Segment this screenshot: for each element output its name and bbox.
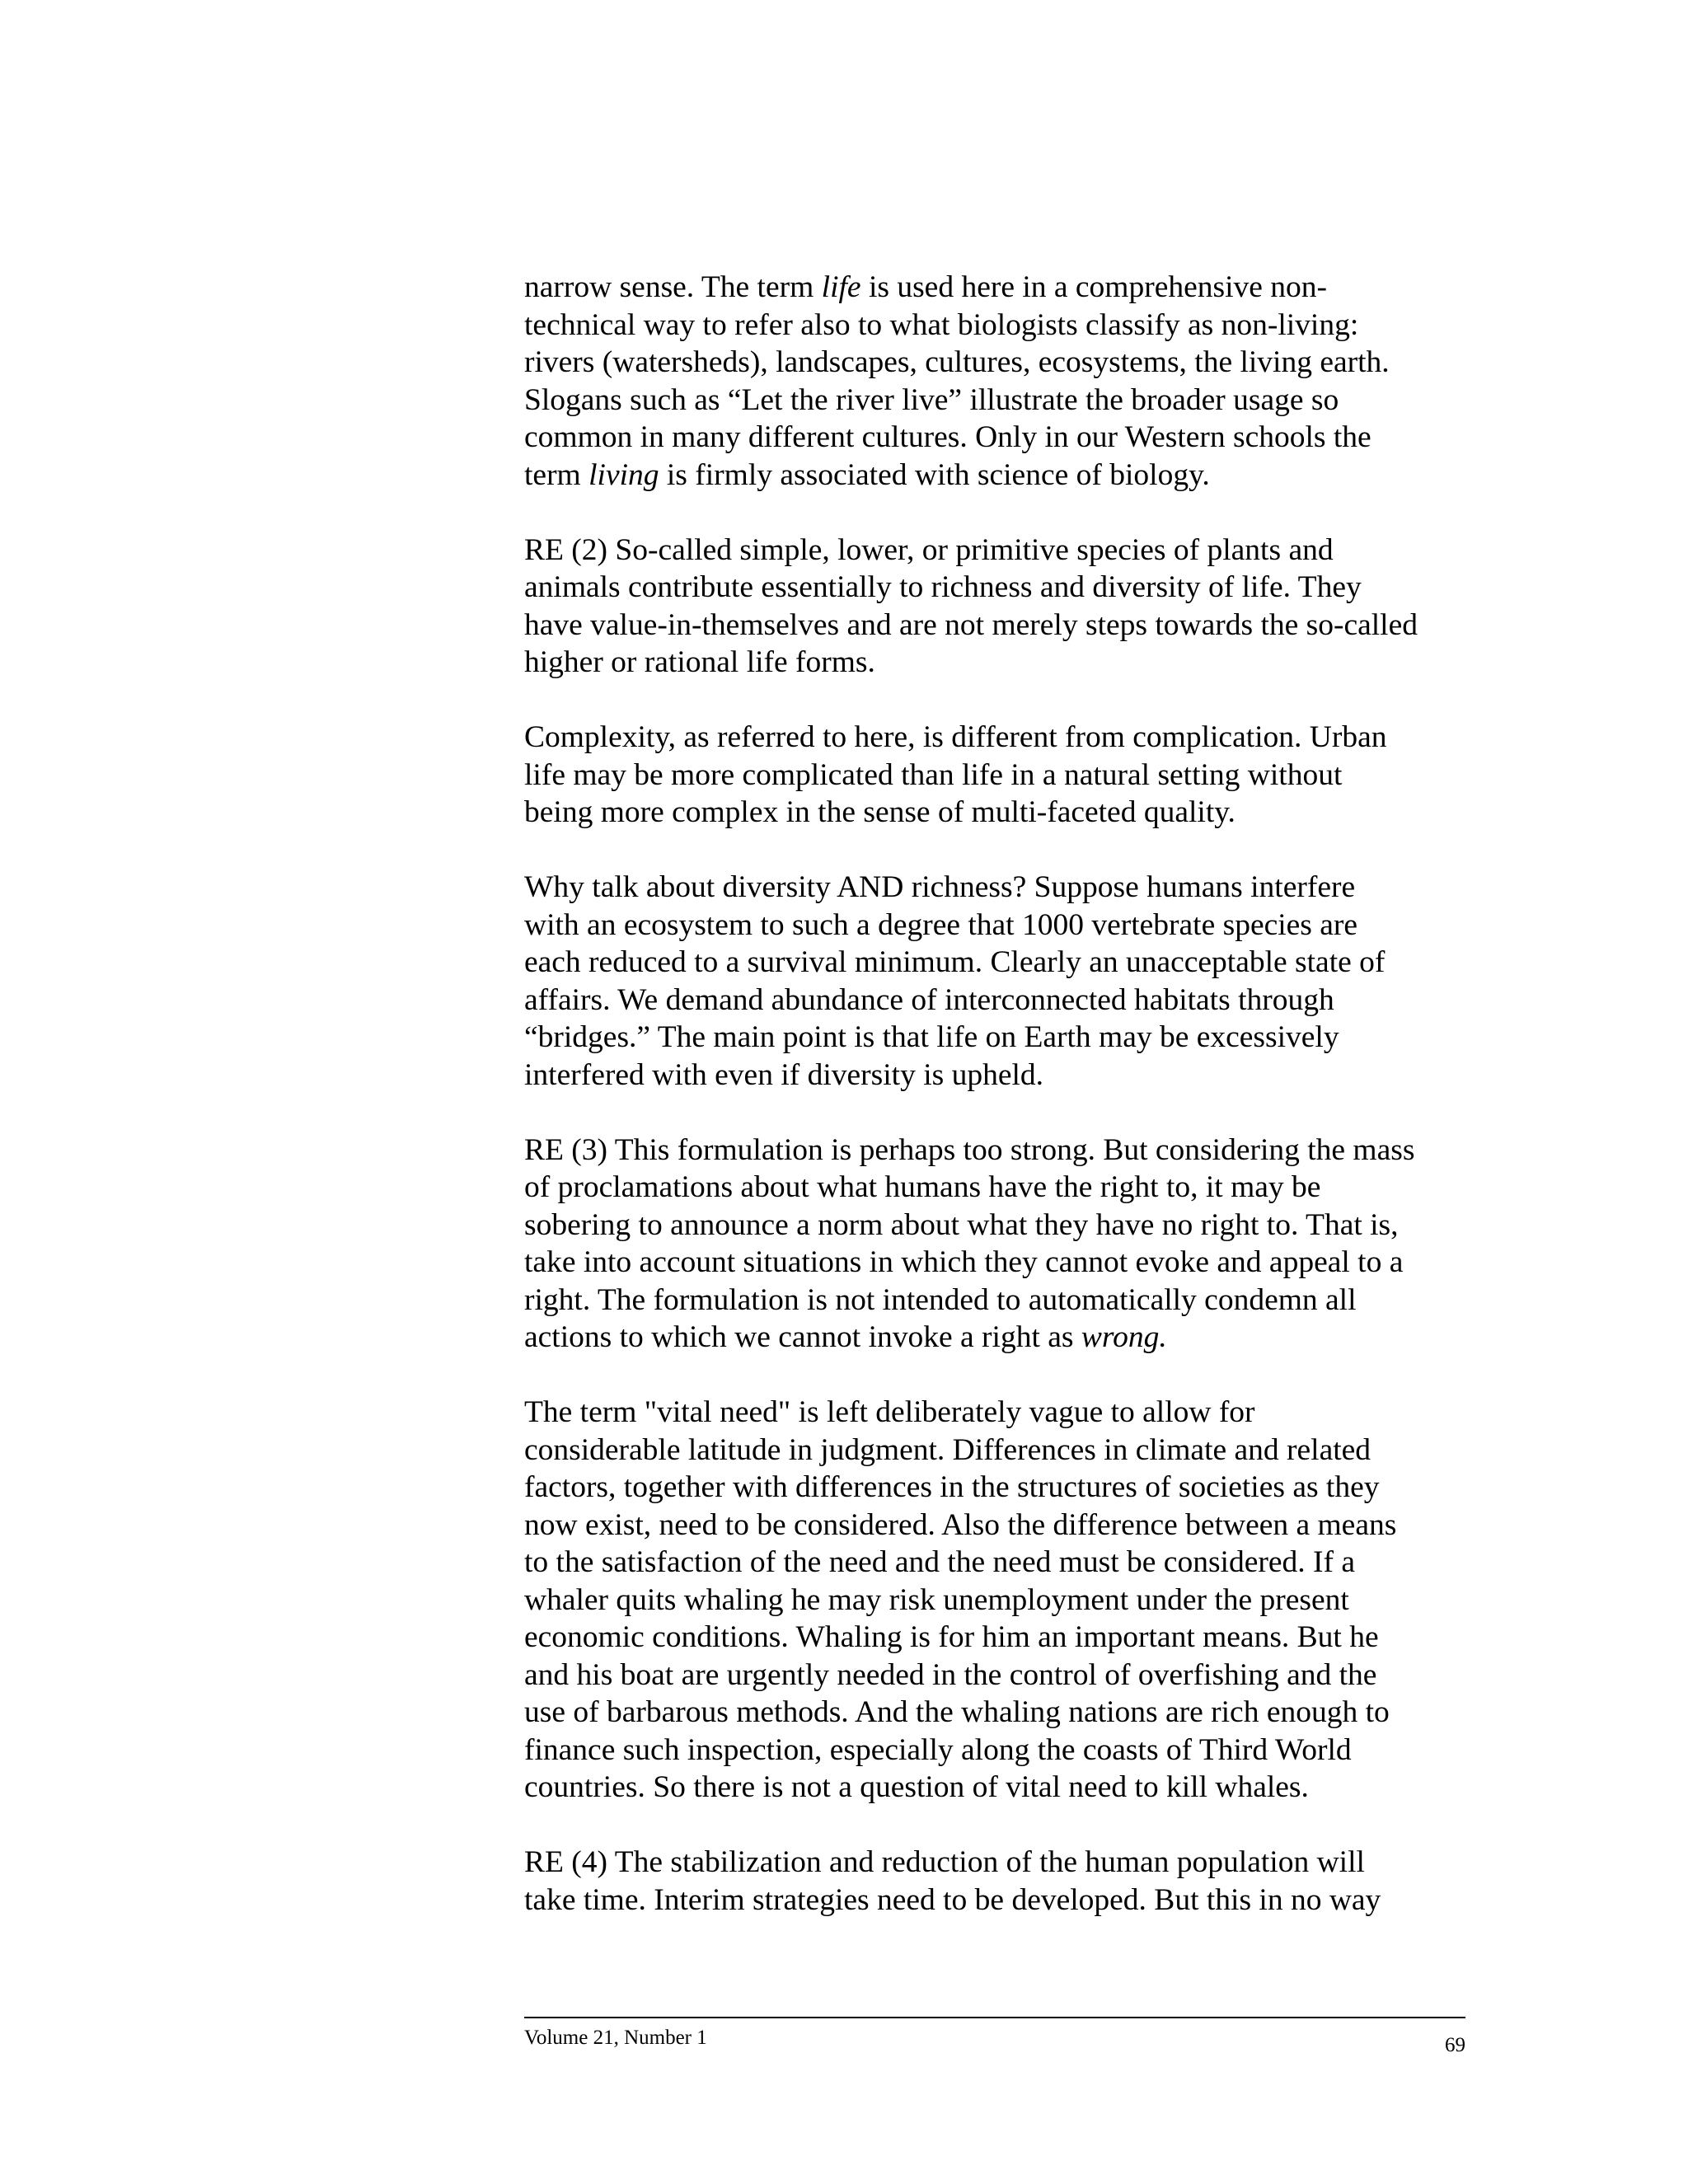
text-line [524, 457, 1472, 494]
text-line [524, 1057, 1472, 1094]
text-run: economic conditions. Whaling is for him an important means. But he [524, 1620, 1379, 1654]
text-line [524, 1469, 1472, 1507]
text-run: have value-in-themselves and are not merely steps towards the so-called [524, 607, 1418, 642]
text-line [524, 719, 1472, 757]
text-run: right. The formulation is not intended to automatically condemn all [524, 1282, 1357, 1317]
text-line [524, 569, 1472, 607]
body-text [524, 269, 1472, 1957]
text-run: technical way to refer also to what biologists classify as non-living: [524, 307, 1359, 342]
paragraph [524, 269, 1472, 494]
text-run: interfered with even if diversity is upheld. [524, 1057, 1044, 1092]
text-line [524, 1282, 1472, 1319]
paragraph [524, 869, 1472, 1094]
paragraph [524, 1132, 1472, 1357]
text-line [524, 982, 1472, 1019]
footer-journal-issue: Volume 21, Number 1 [524, 2027, 707, 2049]
text-run: is used here in a comprehensive non- [860, 270, 1328, 304]
text-run: take time. Interim strategies need to be developed. But this in no way [524, 1882, 1381, 1917]
text-run: narrow sense. The term [524, 270, 822, 304]
text-run: RE (3) This formulation is perhaps too strong. But considering the mass [524, 1132, 1415, 1167]
text-run: sobering to announce a norm about what they have no right to. That is, [524, 1207, 1399, 1242]
text-line [524, 1694, 1472, 1732]
text-line [524, 907, 1472, 944]
text-run: RE (2) So-called simple, lower, or primitive species of plants and [524, 532, 1334, 567]
text-run: and his boat are urgently needed in the control of overfishing and the [524, 1657, 1377, 1692]
paragraph [524, 1844, 1472, 1919]
text-run: higher or rational life forms. [524, 645, 875, 679]
text-run: being more complex in the sense of multi-faceted quality. [524, 795, 1236, 829]
italic-term: wrong. [1081, 1320, 1167, 1354]
text-line [524, 1244, 1472, 1282]
text-line [524, 1657, 1472, 1694]
text-run: now exist, need to be considered. Also the difference between a means [524, 1507, 1397, 1542]
text-line [524, 344, 1472, 382]
italic-term: life [821, 270, 861, 304]
italic-term: living [588, 457, 659, 492]
text-line [524, 757, 1472, 794]
text-line [524, 269, 1472, 307]
text-run: actions to which we cannot invoke a right as [524, 1320, 1081, 1354]
text-line [524, 1207, 1472, 1244]
text-line [524, 1507, 1472, 1544]
text-run: animals contribute essentially to richness and diversity of life. They [524, 570, 1362, 604]
text-run: life may be more complicated than life in a natural setting without [524, 757, 1343, 792]
text-line [524, 794, 1472, 832]
text-line [524, 1319, 1472, 1357]
text-line [524, 1732, 1472, 1769]
text-line [524, 1582, 1472, 1619]
text-run: is firmly associated with science of biology. [659, 457, 1210, 492]
text-line [524, 532, 1472, 569]
text-run: considerable latitude in judgment. Differences in climate and related [524, 1432, 1372, 1467]
text-run: take into account situations in which they cannot evoke and appeal to a [524, 1245, 1404, 1279]
text-run: common in many different cultures. Only in our Western schools the [524, 420, 1372, 454]
text-line [524, 1394, 1472, 1432]
text-line [524, 1132, 1472, 1169]
text-line [524, 1769, 1472, 1807]
footer-rule [524, 2017, 1465, 2018]
paragraph [524, 719, 1472, 832]
text-run: rivers (watersheds), landscapes, cultures, ecosystems, the living earth. [524, 345, 1390, 379]
text-run: Complexity, as referred to here, is different from complication. Urban [524, 720, 1387, 754]
text-line [524, 607, 1472, 644]
text-line [524, 382, 1472, 419]
text-line [524, 1544, 1472, 1582]
text-run: affairs. We demand abundance of interconnected habitats through [524, 982, 1334, 1017]
text-line [524, 1432, 1472, 1469]
text-run: Why talk about diversity AND richness? Suppose humans interfere [524, 870, 1356, 904]
text-run: use of barbarous methods. And the whaling nations are rich enough to [524, 1695, 1390, 1729]
text-run: whaler quits whaling he may risk unemployment under the present [524, 1582, 1349, 1617]
text-line [524, 1619, 1472, 1657]
text-line [524, 644, 1472, 682]
paragraph [524, 532, 1472, 682]
text-run: term [524, 457, 589, 492]
text-run: Slogans such as “Let the river live” illustrate the broader usage so [524, 382, 1339, 417]
text-line [524, 869, 1472, 907]
text-run: countries. So there is not a question of vital need to kill whales. [524, 1770, 1309, 1804]
paragraph [524, 1394, 1472, 1807]
text-run: to the satisfaction of the need and the need must be considered. If a [524, 1545, 1355, 1579]
text-line [524, 1169, 1472, 1207]
text-run: “bridges.” The main point is that life on Earth may be excessively [524, 1020, 1339, 1054]
text-run: RE (4) The stabilization and reduction of the human population will [524, 1845, 1365, 1879]
text-run: factors, together with differences in the structures of societies as they [524, 1470, 1380, 1504]
text-line [524, 944, 1472, 982]
text-line [524, 1844, 1472, 1882]
text-line [524, 1882, 1472, 1919]
text-run: each reduced to a survival minimum. Clearly an unacceptable state of [524, 945, 1386, 979]
text-line [524, 1019, 1472, 1057]
text-line [524, 419, 1472, 457]
text-run: with an ecosystem to such a degree that 1000 vertebrate species are [524, 907, 1358, 942]
footer-page-number: 69 [1445, 2034, 1465, 2056]
text-run: finance such inspection, especially along the coasts of Third World [524, 1732, 1352, 1767]
text-run: The term "vital need" is left deliberately vague to allow for [524, 1395, 1255, 1429]
text-line [524, 307, 1472, 344]
text-run: of proclamations about what humans have the right to, it may be [524, 1170, 1321, 1204]
